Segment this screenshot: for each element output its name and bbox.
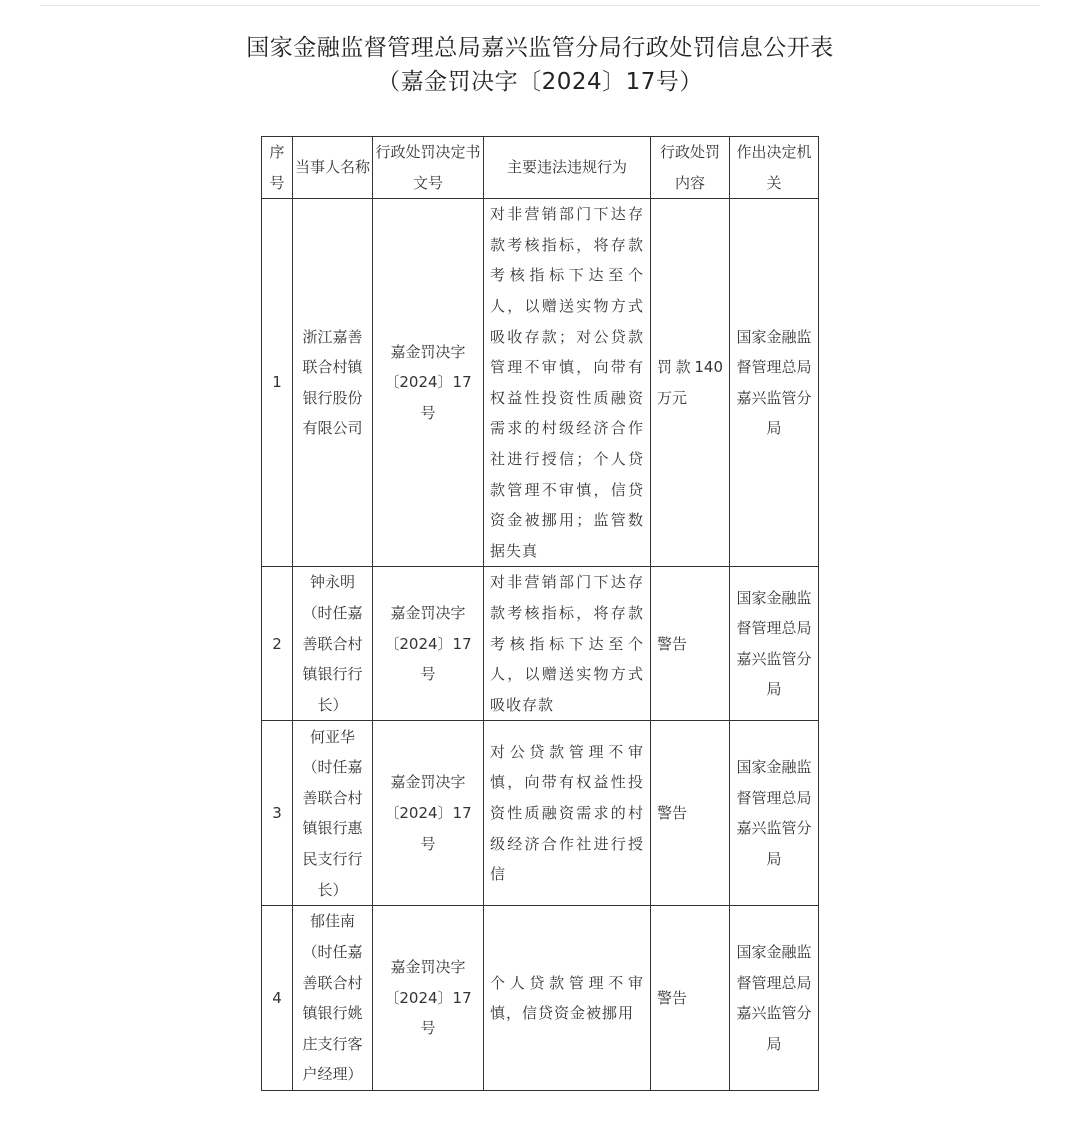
row-violation: 对非营销部门下达存款考核指标，将存款考核指标下达至个人，以赠送实物方式吸收存款: [484, 567, 651, 721]
table-header-row: [262, 137, 819, 199]
row-doc-no: 嘉金罚决字〔2024〕17号: [373, 567, 484, 721]
row-penalty: 警告: [651, 906, 730, 1091]
row-party: 何亚华（时任嘉善联合村镇银行惠民支行行长）: [293, 721, 373, 906]
header-penalty: 行政处罚内容: [651, 137, 730, 199]
row-doc-no: 嘉金罚决字〔2024〕17号: [373, 199, 484, 567]
row-authority: 国家金融监督管理总局嘉兴监管分局: [730, 906, 819, 1091]
page-title: 国家金融监督管理总局嘉兴监管分局行政处罚信息公开表: [246, 35, 834, 61]
row-doc-no: 嘉金罚决字〔2024〕17号: [373, 906, 484, 1091]
row-penalty: 罚款140万元: [651, 199, 730, 567]
row-no: 2: [262, 567, 293, 721]
row-penalty: 警告: [651, 721, 730, 906]
penalty-info-table: [261, 136, 819, 1091]
row-violation: 对公贷款管理不审慎，向带有权益性投资性质融资需求的村级经济合作社进行授信: [484, 721, 651, 906]
row-authority: 国家金融监督管理总局嘉兴监管分局: [730, 199, 819, 567]
table-row: [262, 199, 819, 567]
row-violation: 对非营销部门下达存款考核指标，将存款考核指标下达至个人，以赠送实物方式吸收存款；对公贷款管理不审慎，向带有权益性投资性质融资需求的村级经济合作社进行授信；个人贷款管理不审慎，信贷资金被挪用；监管数据失真: [484, 199, 651, 567]
header-party: 当事人名称: [293, 137, 373, 199]
row-party: 钟永明（时任嘉善联合村镇银行行长）: [293, 567, 373, 721]
row-no: 1: [262, 199, 293, 567]
header-authority: 作出决定机关: [730, 137, 819, 199]
header-no: 序号: [262, 137, 293, 199]
row-party: 郁佳南（时任嘉善联合村镇银行姚庄支行客户经理）: [293, 906, 373, 1091]
row-authority: 国家金融监督管理总局嘉兴监管分局: [730, 567, 819, 721]
top-divider: [40, 5, 1040, 6]
row-penalty: 警告: [651, 567, 730, 721]
row-party: 浙江嘉善联合村镇银行股份有限公司: [293, 199, 373, 567]
header-violation: 主要违法违规行为: [484, 137, 651, 199]
table-row: [262, 906, 819, 1091]
row-authority: 国家金融监督管理总局嘉兴监管分局: [730, 721, 819, 906]
table-row: [262, 721, 819, 906]
row-no: 4: [262, 906, 293, 1091]
row-doc-no: 嘉金罚决字〔2024〕17号: [373, 721, 484, 906]
document-number-subtitle: （嘉金罚决字〔2024〕17号）: [377, 69, 703, 95]
header-doc-no: 行政处罚决定书文号: [373, 137, 484, 199]
row-violation: 个人贷款管理不审慎，信贷资金被挪用: [484, 906, 651, 1091]
table-row: [262, 567, 819, 721]
row-no: 3: [262, 721, 293, 906]
